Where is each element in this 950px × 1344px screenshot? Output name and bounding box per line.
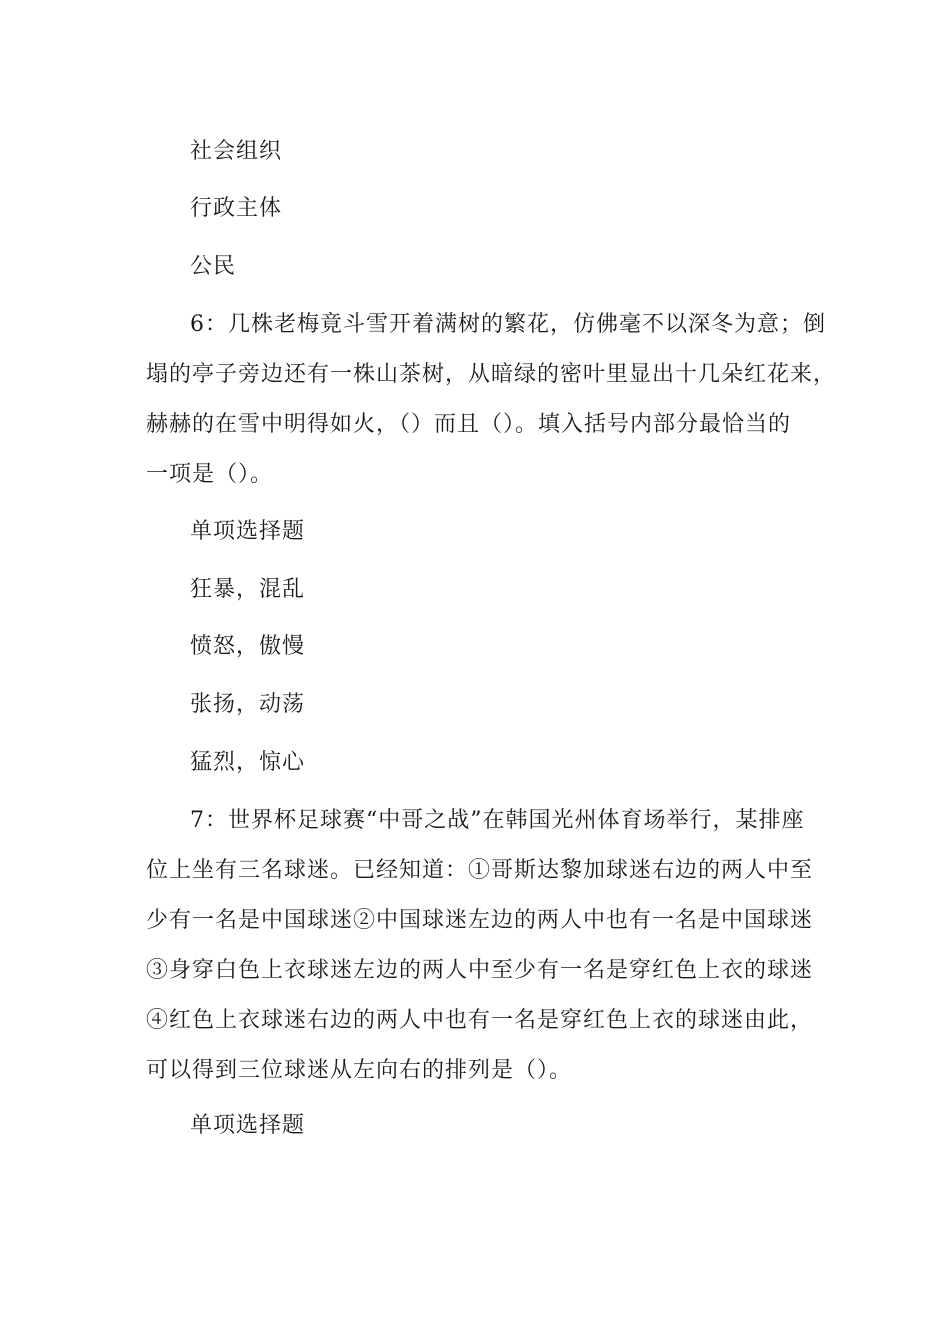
question-6-line: 6：几株老梅竟斗雪开着满树的繁花，仿佛毫不以深冬为意；倒 <box>190 312 826 337</box>
question-7-line: ③身穿白色上衣球迷左边的两人中至少有一名是穿红色上衣的球迷 <box>146 958 814 983</box>
question-6-line: 一项是（）。 <box>146 462 274 487</box>
question-6-line: 塌的亭子旁边还有一株山茶树，从暗绿的密叶里显出十几朵红花来， <box>146 362 837 387</box>
question-7-line: 可以得到三位球迷从左向右的排列是（）。 <box>146 1058 573 1083</box>
option-text: 行政主体 <box>190 196 283 221</box>
option-text: 愤怒，傲慢 <box>190 634 306 659</box>
option-text: 社会组织 <box>190 139 283 164</box>
option-text: 猛烈，惊心 <box>190 750 306 775</box>
question-7-line: 7：世界杯足球赛“中哥之战”在韩国光州体育场举行，某排座 <box>190 808 805 833</box>
question-type-label: 单项选择题 <box>190 1113 306 1138</box>
question-7-line: ④红色上衣球迷右边的两人中也有一名是穿红色上衣的球迷由此， <box>146 1008 814 1033</box>
option-text: 狂暴，混乱 <box>190 577 306 602</box>
question-7-line: 位上坐有三名球迷。已经知道：①哥斯达黎加球迷右边的两人中至 <box>146 858 814 883</box>
question-7-line: 少有一名是中国球迷②中国球迷左边的两人中也有一名是中国球迷 <box>146 908 814 933</box>
option-text: 张扬，动荡 <box>190 692 306 717</box>
question-type-label: 单项选择题 <box>190 519 306 544</box>
question-6-line: 赫赫的在雪中明得如火，（）而且（）。填入括号内部分最恰当的 <box>146 412 792 437</box>
option-text: 公民 <box>190 254 237 279</box>
